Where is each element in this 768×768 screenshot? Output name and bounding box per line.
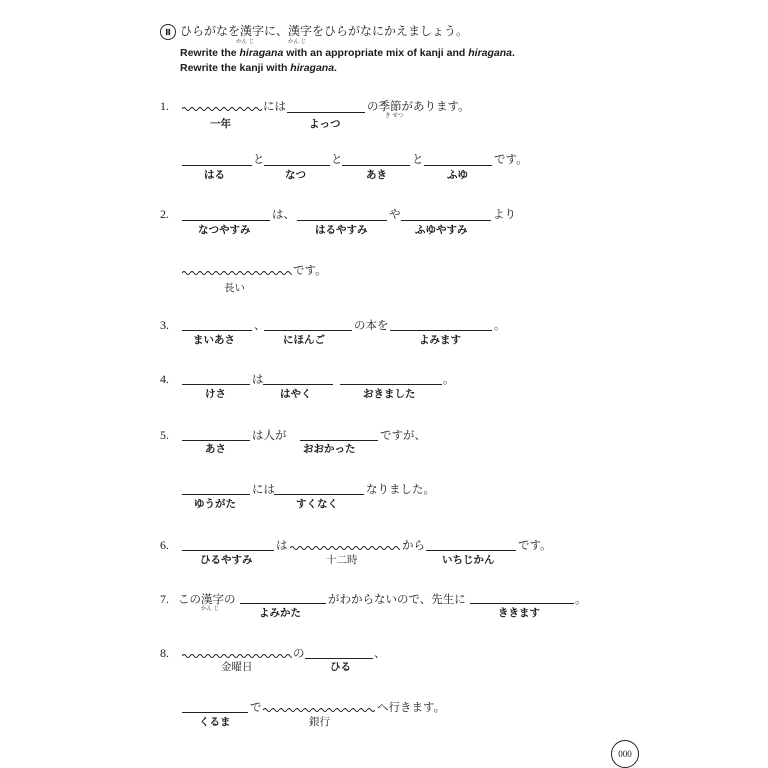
answer-blank[interactable]: [264, 330, 352, 331]
wavy-underline: [182, 270, 292, 276]
sentence-text: 。: [494, 318, 506, 332]
sentence-text: この漢字の: [178, 592, 236, 606]
sentence-text: と: [331, 152, 343, 166]
sentence-text: と: [253, 152, 265, 166]
prompt-word: ふゆ: [447, 169, 468, 181]
answer-blank[interactable]: [305, 658, 373, 659]
en-instruction-2: Rewrite the kanji with hiragana.: [180, 62, 337, 74]
answer-blank[interactable]: [274, 494, 364, 495]
answer-blank[interactable]: [470, 603, 574, 604]
section-badge: Ⅲ: [160, 24, 176, 40]
answer-blank[interactable]: [390, 330, 492, 331]
prompt-word: ひる: [330, 661, 351, 673]
question-number: 2.: [160, 207, 169, 221]
sentence-text: 。: [443, 372, 455, 386]
sentence-text: で: [250, 700, 262, 714]
answer-blank[interactable]: [426, 550, 516, 551]
sentence-text: から: [402, 538, 425, 552]
sentence-text: です。: [293, 263, 327, 277]
sentence-text: 。: [575, 592, 587, 606]
question-number: 1.: [160, 99, 169, 113]
prompt-word: 金曜日: [221, 661, 253, 673]
prompt-word: けさ: [205, 388, 226, 400]
prompt-word: まいあさ: [193, 334, 235, 346]
prompt-word: よみます: [419, 334, 461, 346]
answer-blank[interactable]: [340, 384, 442, 385]
answer-blank[interactable]: [182, 712, 248, 713]
answer-blank[interactable]: [263, 384, 333, 385]
prompt-word: すくなく: [296, 498, 338, 510]
prompt-word: よみかた: [259, 607, 301, 619]
prompt-word: 銀行: [309, 716, 330, 728]
question-number: 6.: [160, 538, 169, 552]
question-number: 4.: [160, 372, 169, 386]
prompt-word: 長い: [224, 282, 245, 294]
answer-blank[interactable]: [424, 165, 492, 166]
answer-blank[interactable]: [287, 112, 365, 113]
question-number: 3.: [160, 318, 169, 332]
question-number: 8.: [160, 646, 169, 660]
prompt-word: はる: [204, 169, 225, 181]
answer-blank[interactable]: [240, 603, 326, 604]
wavy-underline: [182, 106, 262, 112]
prompt-word: おおかった: [303, 443, 356, 455]
sentence-text: 、: [254, 318, 266, 332]
page-number: 000: [611, 740, 639, 768]
sentence-text: がわからないので、先生に: [328, 592, 466, 606]
prompt-word: ふゆやすみ: [415, 224, 468, 236]
sentence-text: は: [252, 372, 264, 386]
sentence-text: には: [252, 482, 275, 496]
sentence-text: と: [412, 152, 424, 166]
sentence-text: は: [276, 538, 288, 552]
prompt-word: あき: [366, 169, 387, 181]
prompt-word: はるやすみ: [315, 224, 368, 236]
sentence-text: 、: [374, 646, 386, 660]
wavy-underline: [290, 545, 400, 551]
prompt-word: なつやすみ: [198, 224, 251, 236]
prompt-word: おきました: [363, 388, 416, 400]
answer-blank[interactable]: [182, 384, 250, 385]
prompt-word: ひるやすみ: [200, 554, 253, 566]
question-number: 7.: [160, 592, 169, 606]
prompt-word: よっつ: [309, 118, 341, 130]
answer-blank[interactable]: [342, 165, 410, 166]
answer-blank[interactable]: [264, 165, 330, 166]
wavy-underline: [182, 653, 292, 659]
sentence-text: には: [263, 99, 286, 113]
sentence-text: は人が: [252, 428, 287, 442]
furigana: き せつ: [385, 113, 404, 119]
prompt-word: いちじかん: [442, 554, 495, 566]
answer-blank[interactable]: [182, 494, 250, 495]
furigana-kanji-2: かん じ: [288, 39, 307, 45]
prompt-word: 十二時: [326, 554, 358, 566]
sentence-text: は、: [272, 207, 295, 221]
prompt-word: 一年: [210, 118, 231, 130]
answer-blank[interactable]: [182, 440, 250, 441]
answer-blank[interactable]: [297, 220, 387, 221]
answer-blank[interactable]: [182, 165, 252, 166]
wavy-underline: [263, 707, 375, 713]
sentence-text: より: [493, 207, 516, 221]
answer-blank[interactable]: [401, 220, 491, 221]
sentence-text: へ行きます。: [377, 700, 446, 714]
furigana: かん じ: [201, 606, 220, 612]
prompt-word: にほんご: [283, 334, 325, 346]
answer-blank[interactable]: [182, 550, 274, 551]
answer-blank[interactable]: [182, 330, 252, 331]
sentence-text: なりました。: [366, 482, 435, 496]
sentence-text: や: [389, 207, 401, 221]
sentence-text: です。: [518, 538, 552, 552]
answer-blank[interactable]: [300, 440, 378, 441]
prompt-word: くるま: [199, 716, 231, 728]
en-instruction-1: Rewrite the hiragana with an appropriate mix of kanji and hiragana.: [180, 47, 515, 59]
sentence-text: ですが、: [380, 428, 426, 442]
prompt-word: はやく: [280, 388, 312, 400]
sentence-text: の: [293, 646, 305, 660]
question-number: 5.: [160, 428, 169, 442]
furigana-kanji-1: かん じ: [236, 39, 255, 45]
sentence-text: です。: [494, 152, 528, 166]
sentence-text: の本を: [354, 318, 389, 332]
prompt-word: ゆうがた: [194, 498, 236, 510]
prompt-word: ききます: [498, 607, 540, 619]
sentence-text: の季節があります。: [367, 99, 470, 113]
prompt-word: なつ: [285, 169, 306, 181]
answer-blank[interactable]: [182, 220, 270, 221]
prompt-word: あさ: [205, 443, 226, 455]
jp-instruction: ひらがなを漢字に、漢字をひらがなにかえましょう。: [180, 24, 469, 38]
